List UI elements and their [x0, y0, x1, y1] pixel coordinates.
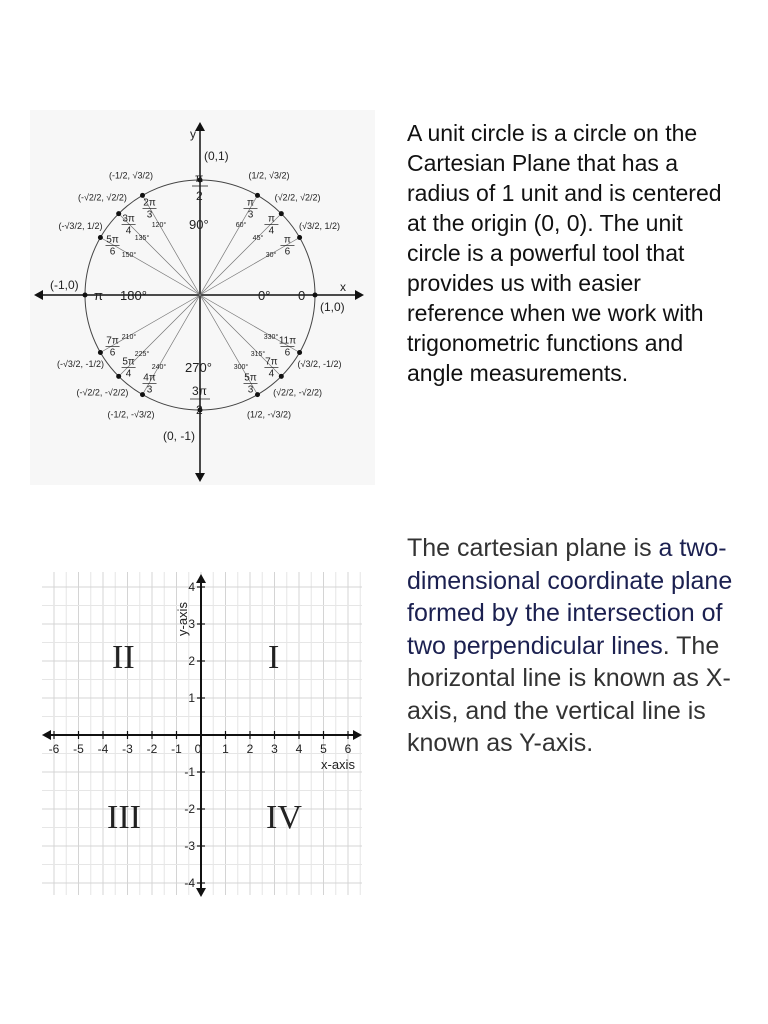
unit-circle-description: A unit circle is a circle on the Cartesian Plane that has a radius of 1 unit and is centered at the origin (0, 0). The unit circle is a powerful tool that provides us with easier reference when we work with trigonometric functions and angle measurements. [407, 120, 722, 386]
circle-point [297, 350, 302, 355]
para2-part3: . The horizontal line is known as X-axis, and the vertical line is known as Y-axis. [407, 631, 731, 757]
small-degree-label: 210° [121, 334, 137, 341]
small-degree-label: 315° [250, 350, 266, 358]
pi-label: π [94, 288, 103, 303]
radian-numerator: π [267, 213, 275, 225]
cartesian-plane-svg [40, 570, 365, 900]
coordinate-label: (-1/2, -√3/2) [107, 409, 155, 420]
radian-denominator: 3 [247, 384, 254, 396]
y-tick-label: -1 [184, 765, 195, 779]
radian-denominator: 3 [247, 209, 254, 221]
x-tick-label: -1 [171, 742, 182, 756]
cp-y-arrow-down-icon [196, 888, 206, 897]
small-degree-label: 45° [252, 235, 264, 243]
coordinate-label: (√2/2, √2/2) [274, 192, 321, 203]
left-point-label: (-1,0) [50, 278, 79, 292]
x-tick-label: 1 [222, 742, 229, 756]
radian-denominator: 4 [125, 368, 132, 380]
y-tick-label: -4 [184, 876, 195, 890]
cp-y-arrow-up-icon [196, 574, 206, 583]
radian-numerator: 3π [122, 213, 135, 225]
pi-over-2-denominator: 2 [196, 189, 203, 203]
circle-point [255, 392, 260, 397]
small-degree-label: 30° [265, 252, 277, 259]
radian-numerator: 5π [244, 372, 257, 384]
top-point-label: (0,1) [204, 149, 229, 163]
coordinate-label: (-√3/2, -1/2) [57, 359, 104, 369]
radian-denominator: 4 [268, 368, 275, 380]
coordinate-label: (1/2, √3/2) [248, 170, 290, 181]
circle-point [116, 211, 121, 216]
radian-denominator: 6 [284, 347, 291, 359]
radian-denominator: 4 [268, 225, 275, 237]
three-pi-over-2-numerator: 3π [192, 384, 207, 398]
cp-x-arrow-left-icon [42, 730, 51, 740]
coordinate-label: (-√2/2, √2/2) [77, 192, 127, 203]
radian-numerator: 7π [265, 356, 278, 368]
x-tick-label: 5 [320, 742, 327, 756]
radian-numerator: 4π [143, 372, 156, 384]
x-tick-label: 6 [344, 742, 352, 756]
bottom-point-label: (0, -1) [163, 429, 196, 443]
small-degree-label: 135° [134, 235, 150, 243]
circle-point [297, 235, 302, 240]
radian-denominator: 3 [146, 209, 153, 221]
quadrant-I-label: I [268, 639, 280, 676]
radian-numerator: 7π [106, 335, 119, 347]
quadrant-IV-label: IV [266, 799, 302, 836]
circle-point [116, 374, 121, 379]
radian-numerator: 2π [143, 197, 156, 209]
circle-point [255, 193, 260, 198]
circle-point [98, 350, 103, 355]
deg-0-label: 0° [258, 288, 271, 303]
small-degree-label: 240° [151, 364, 167, 372]
para2-part1: The cartesian plane is [407, 534, 659, 562]
x-tick-label: -4 [97, 742, 109, 756]
x-tick-label: -3 [122, 742, 133, 756]
deg-270-label: 270° [185, 360, 212, 375]
y-tick-label: 4 [188, 580, 195, 594]
y-axis-label: y [190, 127, 196, 141]
x-tick-label: 3 [271, 742, 278, 756]
x-tick-label: -6 [48, 742, 60, 756]
x-tick-label: 4 [295, 742, 303, 756]
pi-over-2-numerator: π [195, 171, 204, 185]
radian-numerator: 11π [278, 335, 297, 347]
x-tick-label: 0 [194, 742, 202, 756]
coordinate-label: (-1/2, √3/2) [109, 170, 153, 181]
quadrant-III-label: III [107, 799, 141, 836]
x-axis-name: x-axis [321, 757, 355, 772]
radian-numerator: 5π [122, 356, 135, 368]
coordinate-label: (-√3/2, 1/2) [58, 221, 103, 231]
x-axis-label: x [340, 280, 346, 294]
radian-numerator: π [247, 197, 254, 209]
circle-point [83, 293, 88, 298]
x-tick-label: 2 [246, 742, 254, 756]
radian-denominator: 6 [284, 246, 291, 258]
y-tick-label: 1 [188, 691, 195, 705]
circle-point [140, 392, 145, 397]
radian-denominator: 3 [146, 384, 153, 396]
unit-circle-diagram [30, 110, 375, 485]
coordinate-label: (√3/2, -1/2) [297, 359, 342, 369]
y-tick-label: -2 [184, 802, 195, 816]
small-degree-label: 120° [151, 221, 167, 229]
y-tick-label: -3 [184, 839, 195, 853]
coordinate-label: (√3/2, 1/2) [299, 221, 340, 231]
small-degree-label: 60° [235, 221, 247, 229]
circle-point [313, 293, 318, 298]
circle-point [98, 235, 103, 240]
quadrant-II-label: II [112, 639, 135, 676]
y-axis-name: y-axis [175, 602, 190, 636]
small-degree-label: 150° [121, 252, 137, 259]
cartesian-plane-description [407, 532, 747, 760]
radian-numerator: π [284, 234, 291, 246]
small-degree-label: 330° [263, 334, 279, 341]
circle-point [279, 211, 284, 216]
deg-180-label: 180° [120, 288, 147, 303]
coordinate-label: (-√2/2, -√2/2) [76, 387, 129, 398]
coordinate-label: (1/2, -√3/2) [247, 409, 291, 420]
x-tick-label: -2 [146, 742, 158, 756]
circle-point [279, 374, 284, 379]
radian-denominator: 6 [109, 347, 116, 359]
radian-numerator: 5π [106, 234, 119, 246]
deg-90-label: 90° [189, 217, 209, 232]
coordinate-label: (√2/2, -√2/2) [273, 387, 323, 398]
small-degree-label: 225° [134, 350, 150, 358]
right-point-label: (1,0) [320, 300, 345, 314]
x-tick-label: -5 [73, 742, 84, 756]
small-degree-label: 300° [233, 364, 249, 372]
zero-label: 0 [298, 288, 306, 303]
y-tick-label: 2 [188, 654, 195, 668]
unit-circle-svg [30, 110, 375, 485]
radian-denominator: 4 [125, 225, 132, 237]
para2-definition: a two-dimensional coordinate plane formed by the intersection of two perpendicular lines [407, 534, 733, 660]
y-tick-label: 3 [188, 617, 195, 631]
radian-denominator: 6 [109, 246, 116, 258]
cartesian-plane-diagram [40, 570, 365, 900]
three-pi-over-2-denominator: 2 [196, 403, 203, 417]
